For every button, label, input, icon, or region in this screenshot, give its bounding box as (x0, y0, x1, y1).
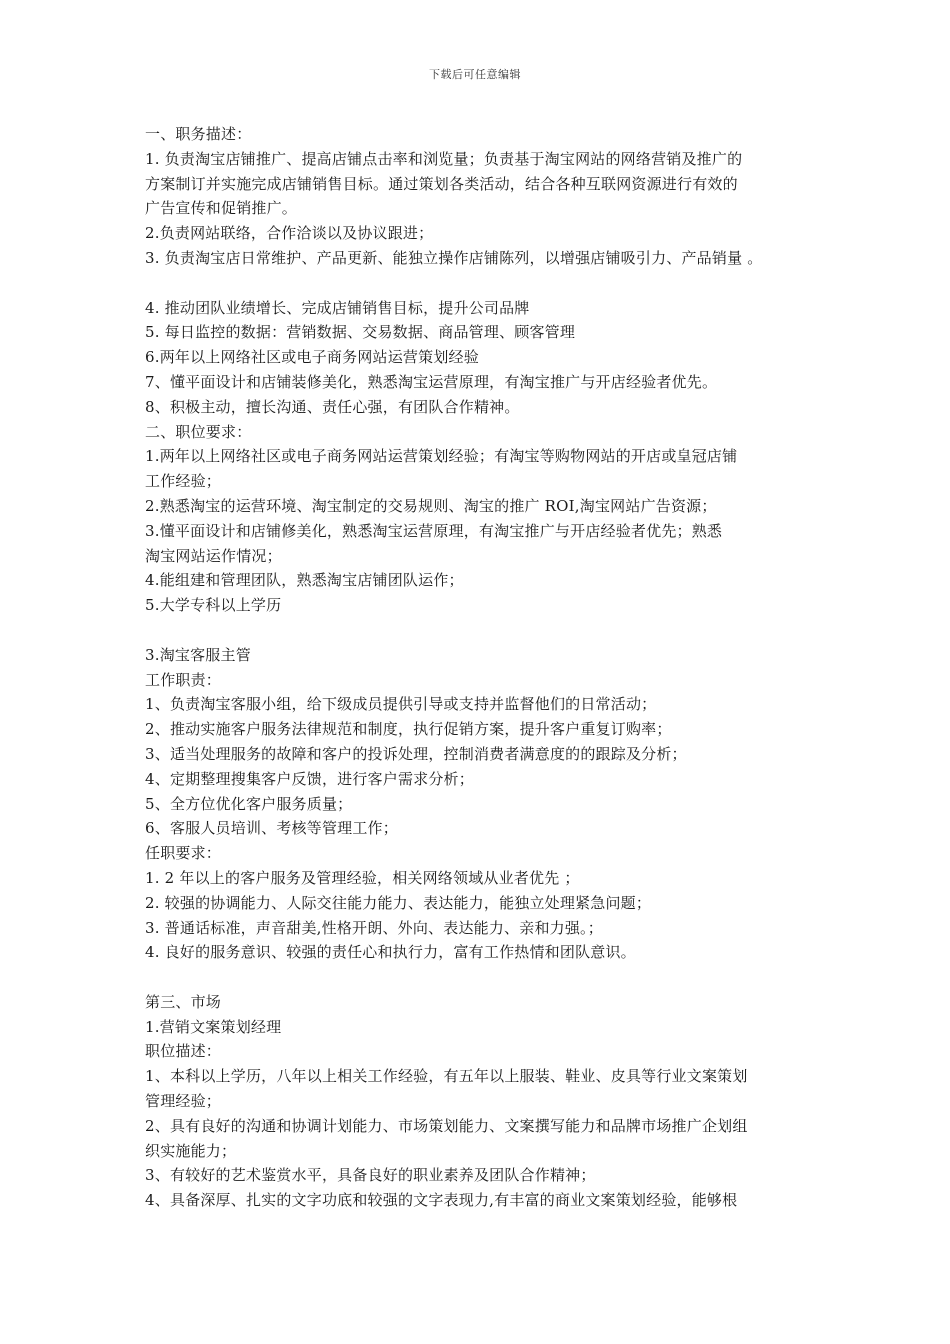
text-line: 工作经验； (145, 472, 222, 491)
text-line: 6、客服人员培训、考核等管理工作； (145, 819, 398, 838)
text-line: 广告宣传和促销推广。 (145, 199, 298, 218)
text-line: 3.懂平面设计和店铺修美化，熟悉淘宝运营原理，有淘宝推广与开店经验者优先；熟悉 (145, 521, 723, 540)
text-line: 4. 推动团队业绩增长、完成店铺销售目标，提升公司品牌 (145, 298, 530, 317)
text-line: 1. 2 年以上的客户服务及管理经验，相关网络领域从业者优先 ； (145, 868, 580, 887)
blank-line (145, 965, 815, 990)
text-line: 4.能组建和管理团队，熟悉淘宝店铺团队运作； (145, 571, 464, 590)
text-line: 2、推动实施客户服务法律规范和制度，执行促销方案，提升客户重复订购率； (145, 720, 672, 739)
subsection-heading: 工作职责： (145, 670, 222, 689)
subsection-heading: 任职要求： (145, 844, 222, 863)
text-line: 方案制订并实施完成店铺销售目标。通过策划各类活动，结合各种互联网资源进行有效的 (145, 174, 738, 193)
text-line: 2.熟悉淘宝的运营环境、淘宝制定的交易规则、淘宝的推广 ROI,淘宝网站广告资源； (145, 496, 717, 515)
subsection-heading: 1.营销文案策划经理 (145, 1017, 282, 1036)
text-line: 管理经验； (145, 1092, 222, 1111)
section-heading: 第三、市场 (145, 992, 222, 1011)
section-heading: 一、职务描述： (145, 125, 252, 143)
text-line: 2. 较强的协调能力、人际交往能力能力、表达能力，能独立处理紧急问题； (145, 893, 652, 912)
document-body (145, 122, 815, 1213)
text-line: 3、适当处理服务的故障和客户的投诉处理，控制消费者满意度的的跟踪及分析； (145, 744, 687, 763)
text-line: 4. 良好的服务意识、较强的责任心和执行力，富有工作热情和团队意识。 (145, 943, 636, 962)
text-line: 2、具有良好的沟通和协调计划能力、市场策划能力、文案撰写能力和品牌市场推广企划组 (145, 1116, 748, 1135)
text-line: 6.两年以上网络社区或电子商务网站运营策划经验 (145, 348, 479, 367)
text-line: 5. 每日监控的数据：营销数据、交易数据、商品管理、顾客管理 (145, 323, 576, 342)
text-line: 8、积极主动，擅长沟通、责任心强，有团队合作精神。 (145, 397, 520, 416)
text-line: 1. 负责淘宝店铺推广、提高店铺点击率和浏览量；负责基于淘宝网站的网络营销及推广的 (145, 149, 743, 168)
section-heading: 3.淘宝客服主管 (145, 645, 251, 664)
text-line: 织实施能力； (145, 1141, 237, 1160)
text-line: 淘宝网站运作情况； (145, 546, 282, 565)
text-line: 5.大学专科以上学历 (145, 596, 282, 615)
text-line: 4、定期整理搜集客户反馈，进行客户需求分析； (145, 769, 474, 788)
text-line: 4、具备深厚、扎实的文字功底和较强的文字表现力,有丰富的商业文案策划经验，能够根 (145, 1191, 738, 1210)
subsection-heading: 职位描述： (145, 1042, 222, 1061)
text-line: 3. 负责淘宝店日常维护、产品更新、能独立操作店铺陈列，以增强店铺吸引力、产品销量 。 (145, 248, 763, 267)
page-header: 下载后可任意编辑 (429, 68, 521, 81)
text-line: 2.负责网站联络，合作洽谈以及协议跟进； (145, 224, 434, 243)
text-line: 3. 普通话标准，声音甜美,性格开朗、外向、表达能力、亲和力强。； (145, 918, 603, 937)
text-line: 1、负责淘宝客服小组，给下级成员提供引导或支持并监督他们的日常活动； (145, 695, 657, 714)
section-heading: 二、职位要求： (145, 422, 252, 441)
text-line: 5、全方位优化客户服务质量； (145, 794, 353, 813)
blank-line (145, 271, 815, 296)
text-line: 1.两年以上网络社区或电子商务网站运营策划经验；有淘宝等购物网站的开店或皇冠店铺 (145, 447, 738, 466)
text-line: 1、本科以上学历，八年以上相关工作经验，有五年以上服装、鞋业、皮具等行业文案策划 (145, 1067, 748, 1086)
blank-line (145, 618, 815, 643)
text-line: 7、懂平面设计和店铺装修美化，熟悉淘宝运营原理，有淘宝推广与开店经验者优先。 (145, 372, 718, 391)
text-line: 3、有较好的艺术鉴赏水平，具备良好的职业素养及团队合作精神； (145, 1166, 596, 1185)
